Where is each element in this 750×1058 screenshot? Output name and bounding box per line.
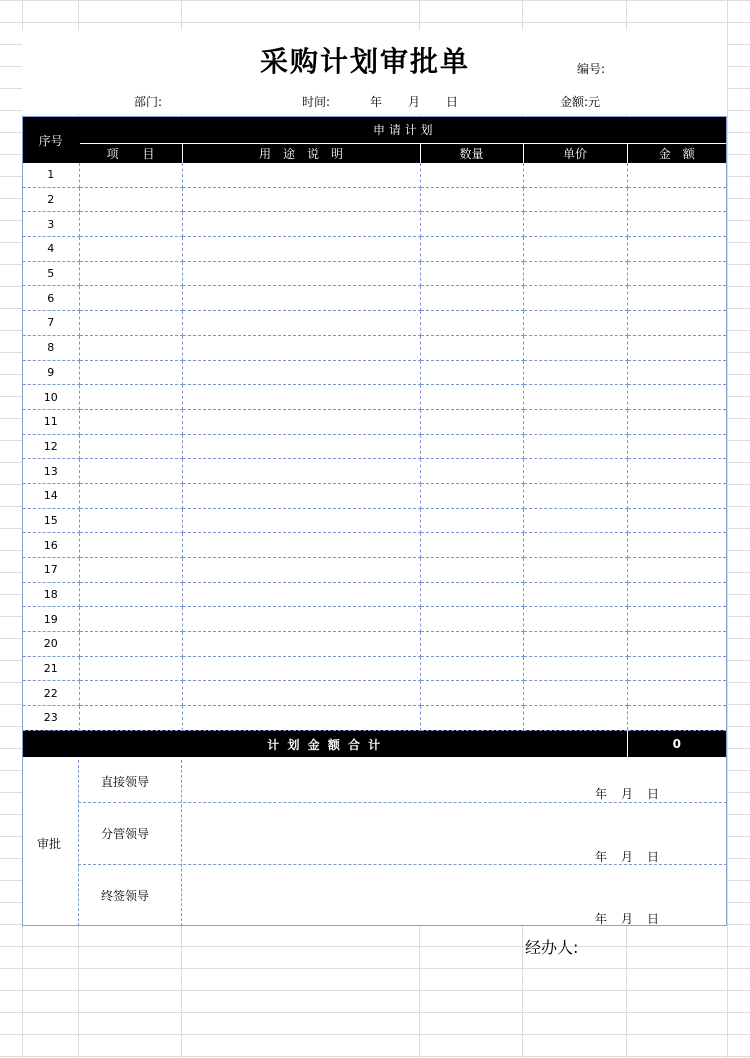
item-cell[interactable] xyxy=(79,632,182,657)
handler-label: 经办人: xyxy=(525,938,579,957)
form-title: 采购计划审批单 xyxy=(259,45,470,78)
amount-cell[interactable] xyxy=(627,261,726,286)
amount-cell[interactable] xyxy=(627,706,726,731)
month-label: 月 xyxy=(408,95,421,109)
table-row xyxy=(23,360,726,385)
amount-cell[interactable] xyxy=(627,237,726,262)
item-cell[interactable] xyxy=(79,385,182,410)
table-row xyxy=(23,237,726,262)
usage-cell[interactable] xyxy=(182,607,420,632)
table-row xyxy=(23,335,726,360)
amount-cell[interactable] xyxy=(627,508,726,533)
table-row xyxy=(23,483,726,508)
amount-cell[interactable] xyxy=(627,607,726,632)
unit-price-cell[interactable] xyxy=(523,385,627,410)
item-cell[interactable] xyxy=(79,311,182,336)
row-number: 14 xyxy=(23,483,79,508)
item-cell[interactable] xyxy=(79,656,182,681)
unit-price-cell[interactable] xyxy=(523,311,627,336)
time-label: 时间: xyxy=(302,95,331,109)
quantity-cell[interactable] xyxy=(420,385,523,410)
row-number: 8 xyxy=(23,335,79,360)
table-row xyxy=(23,261,726,286)
unit-price-cell[interactable] xyxy=(523,533,627,558)
amount-cell[interactable] xyxy=(627,582,726,607)
item-cell[interactable] xyxy=(79,558,182,583)
approval-date-division: 年 月 日 xyxy=(595,850,661,864)
row-number: 15 xyxy=(23,508,79,533)
quantity-cell[interactable] xyxy=(420,607,523,632)
row-number: 4 xyxy=(23,237,79,262)
row-number: 23 xyxy=(23,706,79,731)
table-row xyxy=(23,632,726,657)
usage-cell[interactable] xyxy=(182,656,420,681)
item-cell[interactable] xyxy=(79,187,182,212)
row-number: 21 xyxy=(23,656,79,681)
unit-price-cell[interactable] xyxy=(523,706,627,731)
usage-cell[interactable] xyxy=(182,163,420,187)
unit-price-cell[interactable] xyxy=(523,237,627,262)
unit-price-cell[interactable] xyxy=(523,483,627,508)
seq-header: 序号 xyxy=(23,117,79,163)
amount-cell[interactable] xyxy=(627,533,726,558)
quantity-cell[interactable] xyxy=(420,409,523,434)
row-number: 6 xyxy=(23,286,79,311)
unit-price-cell[interactable] xyxy=(523,632,627,657)
row-number: 19 xyxy=(23,607,79,632)
row-number: 22 xyxy=(23,681,79,706)
item-cell[interactable] xyxy=(79,434,182,459)
unit-price-cell[interactable] xyxy=(523,558,627,583)
table-row xyxy=(23,286,726,311)
plan-table xyxy=(23,117,726,757)
amount-cell[interactable] xyxy=(627,212,726,237)
amount-cell[interactable] xyxy=(627,286,726,311)
unit-price-cell[interactable] xyxy=(523,607,627,632)
total-value: 0 xyxy=(627,730,726,757)
amount-cell[interactable] xyxy=(627,483,726,508)
amount-cell[interactable] xyxy=(627,681,726,706)
col-unit-price: 单价 xyxy=(523,143,627,163)
amount-cell[interactable] xyxy=(627,311,726,336)
item-cell[interactable] xyxy=(79,261,182,286)
amount-label: 金额:元 xyxy=(560,95,601,109)
total-label: 计 划 金 额 合 计 xyxy=(267,737,383,752)
usage-cell[interactable] xyxy=(182,558,420,583)
quantity-cell[interactable] xyxy=(420,656,523,681)
item-cell[interactable] xyxy=(79,409,182,434)
item-cell[interactable] xyxy=(79,508,182,533)
year-label: 年 xyxy=(370,95,383,109)
item-cell[interactable] xyxy=(79,360,182,385)
unit-price-cell[interactable] xyxy=(523,286,627,311)
row-number: 11 xyxy=(23,409,79,434)
quantity-cell[interactable] xyxy=(420,163,523,187)
quantity-cell[interactable] xyxy=(420,483,523,508)
approval-section-label: 审批 xyxy=(37,837,62,851)
unit-price-cell[interactable] xyxy=(523,163,627,187)
quantity-cell[interactable] xyxy=(420,632,523,657)
unit-price-cell[interactable] xyxy=(523,187,627,212)
quantity-cell[interactable] xyxy=(420,434,523,459)
unit-price-cell[interactable] xyxy=(523,656,627,681)
unit-price-cell[interactable] xyxy=(523,459,627,484)
row-number: 3 xyxy=(23,212,79,237)
usage-cell[interactable] xyxy=(182,335,420,360)
approval-role-direct: 直接领导 xyxy=(101,775,150,789)
quantity-cell[interactable] xyxy=(420,237,523,262)
table-row xyxy=(23,212,726,237)
amount-cell[interactable] xyxy=(627,632,726,657)
unit-price-cell[interactable] xyxy=(523,508,627,533)
approval-date-direct: 年 月 日 xyxy=(595,787,661,801)
row-number: 17 xyxy=(23,558,79,583)
amount-cell[interactable] xyxy=(627,656,726,681)
item-cell[interactable] xyxy=(79,706,182,731)
col-item: 项 目 xyxy=(106,146,155,161)
department-label: 部门: xyxy=(134,95,163,109)
usage-cell[interactable] xyxy=(182,434,420,459)
unit-price-cell[interactable] xyxy=(523,212,627,237)
col-usage: 用 途 说 明 xyxy=(182,143,420,163)
amount-cell[interactable] xyxy=(627,459,726,484)
table-row xyxy=(23,187,726,212)
approval-date-final: 年 月 日 xyxy=(595,912,661,926)
unit-price-cell[interactable] xyxy=(523,409,627,434)
amount-cell[interactable] xyxy=(627,434,726,459)
row-number: 13 xyxy=(23,459,79,484)
col-quantity: 数量 xyxy=(420,143,523,163)
usage-cell[interactable] xyxy=(182,311,420,336)
amount-cell[interactable] xyxy=(627,163,726,187)
amount-cell[interactable] xyxy=(627,409,726,434)
item-cell[interactable] xyxy=(79,163,182,187)
usage-cell[interactable] xyxy=(182,508,420,533)
quantity-cell[interactable] xyxy=(420,187,523,212)
table-row xyxy=(23,533,726,558)
quantity-cell[interactable] xyxy=(420,508,523,533)
day-label: 日 xyxy=(446,95,459,109)
usage-cell[interactable] xyxy=(182,187,420,212)
row-number: 16 xyxy=(23,533,79,558)
col-amount: 金 额 xyxy=(627,143,726,163)
usage-cell[interactable] xyxy=(182,409,420,434)
quantity-cell[interactable] xyxy=(420,335,523,360)
quantity-cell[interactable] xyxy=(420,261,523,286)
usage-cell[interactable] xyxy=(182,360,420,385)
quantity-cell[interactable] xyxy=(420,681,523,706)
amount-cell[interactable] xyxy=(627,558,726,583)
table-row xyxy=(23,311,726,336)
table-row xyxy=(23,607,726,632)
row-number: 10 xyxy=(23,385,79,410)
usage-cell[interactable] xyxy=(182,681,420,706)
table-row xyxy=(23,681,726,706)
unit-price-cell[interactable] xyxy=(523,434,627,459)
item-cell[interactable] xyxy=(79,483,182,508)
usage-cell[interactable] xyxy=(182,706,420,731)
table-row xyxy=(23,163,726,187)
approval-role-division: 分管领导 xyxy=(101,827,150,841)
table-row xyxy=(23,558,726,583)
usage-cell[interactable] xyxy=(182,286,420,311)
unit-price-cell[interactable] xyxy=(523,681,627,706)
item-cell[interactable] xyxy=(79,582,182,607)
quantity-cell[interactable] xyxy=(420,533,523,558)
usage-cell[interactable] xyxy=(182,459,420,484)
quantity-cell[interactable] xyxy=(420,360,523,385)
item-cell[interactable] xyxy=(79,533,182,558)
usage-cell[interactable] xyxy=(182,582,420,607)
quantity-cell[interactable] xyxy=(420,212,523,237)
table-row xyxy=(23,385,726,410)
group-header: 申 请 计 划 xyxy=(373,123,433,138)
unit-price-cell[interactable] xyxy=(523,582,627,607)
usage-cell[interactable] xyxy=(182,533,420,558)
item-cell[interactable] xyxy=(79,459,182,484)
item-cell[interactable] xyxy=(79,681,182,706)
purchase-form xyxy=(22,116,727,926)
quantity-cell[interactable] xyxy=(420,459,523,484)
table-row xyxy=(23,459,726,484)
table-row xyxy=(23,656,726,681)
unit-price-cell[interactable] xyxy=(523,335,627,360)
row-number: 9 xyxy=(23,360,79,385)
table-row xyxy=(23,434,726,459)
quantity-cell[interactable] xyxy=(420,582,523,607)
amount-cell[interactable] xyxy=(627,187,726,212)
amount-cell[interactable] xyxy=(627,360,726,385)
item-cell[interactable] xyxy=(79,335,182,360)
amount-cell[interactable] xyxy=(627,385,726,410)
table-row xyxy=(23,706,726,731)
table-row xyxy=(23,582,726,607)
usage-cell[interactable] xyxy=(182,237,420,262)
quantity-cell[interactable] xyxy=(420,286,523,311)
item-cell[interactable] xyxy=(79,607,182,632)
row-number: 20 xyxy=(23,632,79,657)
item-cell[interactable] xyxy=(79,237,182,262)
table-row xyxy=(23,409,726,434)
row-number: 1 xyxy=(23,163,79,187)
usage-cell[interactable] xyxy=(182,385,420,410)
item-cell[interactable] xyxy=(79,286,182,311)
usage-cell[interactable] xyxy=(182,632,420,657)
usage-cell[interactable] xyxy=(182,212,420,237)
row-number: 5 xyxy=(23,261,79,286)
quantity-cell[interactable] xyxy=(420,311,523,336)
unit-price-cell[interactable] xyxy=(523,261,627,286)
row-number: 2 xyxy=(23,187,79,212)
serial-label: 编号: xyxy=(577,62,606,76)
item-cell[interactable] xyxy=(79,212,182,237)
quantity-cell[interactable] xyxy=(420,706,523,731)
row-number: 7 xyxy=(23,311,79,336)
row-number: 12 xyxy=(23,434,79,459)
row-number: 18 xyxy=(23,582,79,607)
table-row xyxy=(23,508,726,533)
usage-cell[interactable] xyxy=(182,483,420,508)
table-body xyxy=(23,163,726,730)
amount-cell[interactable] xyxy=(627,335,726,360)
quantity-cell[interactable] xyxy=(420,558,523,583)
unit-price-cell[interactable] xyxy=(523,360,627,385)
usage-cell[interactable] xyxy=(182,261,420,286)
approval-role-final: 终签领导 xyxy=(101,889,150,903)
